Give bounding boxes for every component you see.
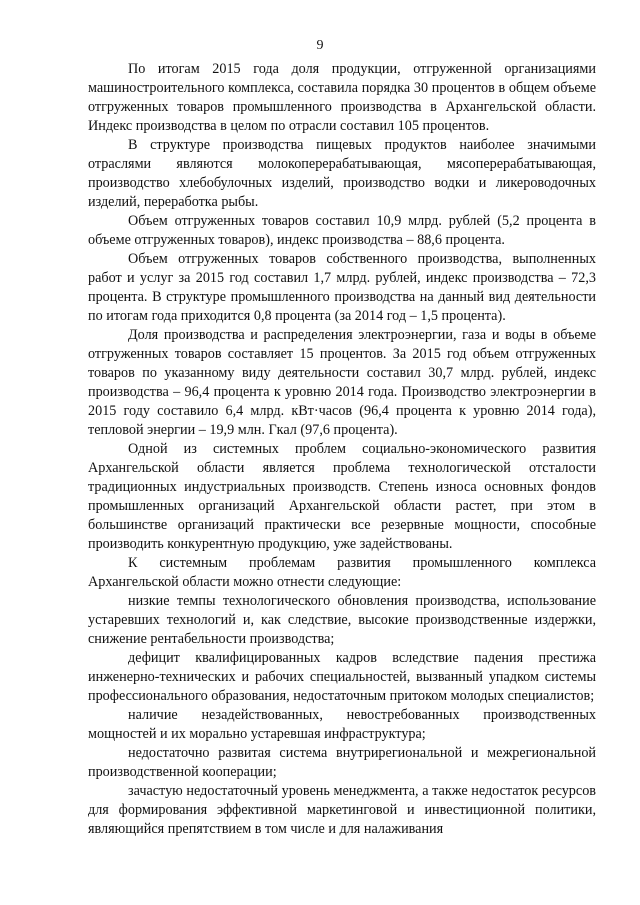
- paragraph-food-industry-structure: В структуре производства пищевых продуктов наиболее значимыми отраслями являются молокоперерабатывающая, мясоперерабатывающая, производство хлебобулочных изделий, производство водки и ликероводочных изделий, переработка рыбы.: [88, 137, 596, 210]
- body-text: [88, 60, 596, 839]
- paragraph-machine-building: По итогам 2015 года доля продукции, отгруженной организациями машиностроительного комплекса, составила порядка 30 процентов в общем объеме отгруженных товаров промышленного производства в Архангельской области. Индекс производства в целом по отрасли составил 105 процентов.: [88, 61, 596, 134]
- paragraph-own-production-volume: Объем отгруженных товаров собственного производства, выполненных работ и услуг за 2015 год составил 1,7 млрд. рублей, индекс производства – 72,3 процента. В структуре промышленного производства на данный вид деятельности по итогам года приходится 0,8 процента (за 2014 год – 1,5 процента).: [88, 251, 596, 324]
- paragraph-food-shipped-volume: Объем отгруженных товаров составил 10,9 млрд. рублей (5,2 процента в объеме отгруженных товаров), индекс производства – 88,6 процента.: [88, 213, 596, 248]
- paragraph-systemic-problem: Одной из системных проблем социально-экономического развития Архангельской области является проблема технологической отсталости традиционных индустриальных производств. Степень износа основных фондов промышленных организаций Архангельской области растет, при этом в большинстве организаций практически все резервные мощности, способные производить конкурентную продукцию, уже задействованы.: [88, 441, 596, 552]
- list-item-weak-cooperation: недостаточно развитая система внутрирегиональной и межрегиональной производственной кооперации;: [88, 745, 596, 780]
- list-item-management-level: зачастую недостаточный уровень менеджмента, а также недостаток ресурсов для формирования эффективной маркетинговой и инвестиционной политики, являющийся препятствием в том числе и для налаживания: [88, 783, 596, 837]
- list-item-low-tech-renewal: низкие темпы технологического обновления производства, использование устаревших технологий и, как следствие, высокие производственные издержки, снижение рентабельности производства;: [88, 593, 596, 647]
- page-number: 9: [316, 38, 324, 53]
- paragraph-problems-intro: К системным проблемам развития промышленного комплекса Архангельской области можно отнести следующие:: [88, 555, 596, 590]
- paragraph-energy-share: Доля производства и распределения электроэнергии, газа и воды в объеме отгруженных товаров составляет 15 процентов. За 2015 год объем отгруженных товаров по указанному виду деятельности составил 30,7 млрд. рублей, индекс производства – 96,4 процента к уровню 2014 года. Производство электроэнергии в 2015 году составило 6,4 млрд. кВт·часов (96,4 процента к уровню 2014 года), тепловой энергии – 19,9 млн. Гкал (97,6 процента).: [88, 327, 596, 438]
- list-item-staff-shortage: дефицит квалифицированных кадров вследствие падения престижа инженерно-технических и рабочих специальностей, вызванный упадком системы профессионального образования, недостаточным притоком молодых специалистов;: [88, 650, 596, 704]
- list-item-idle-capacity: наличие незадействованных, невостребованных производственных мощностей и их морально устаревшая инфраструктура;: [88, 707, 596, 742]
